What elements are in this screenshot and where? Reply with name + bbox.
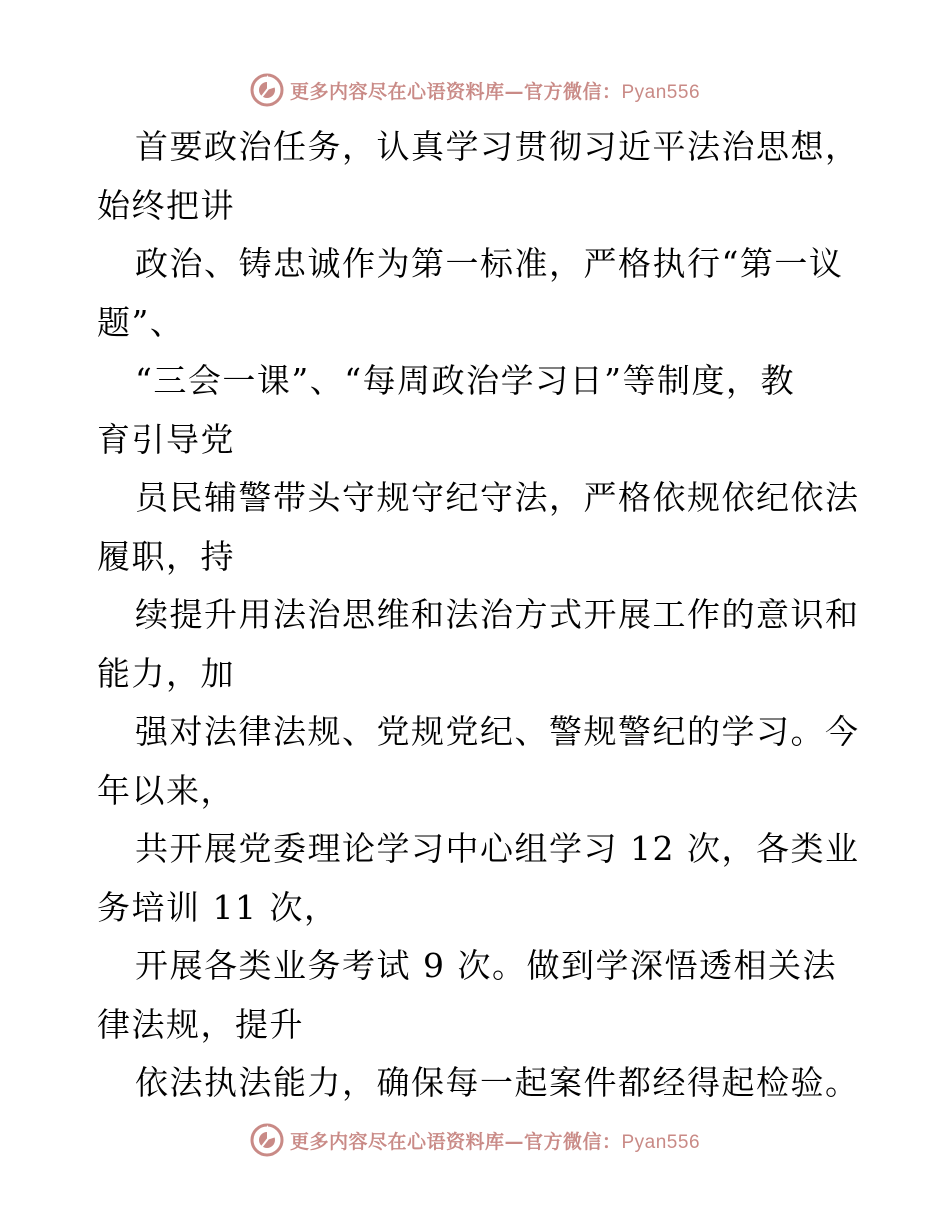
footer-watermark: [0, 1120, 950, 1160]
text-line: 共开展党委理论学习中心组学习 12 次，各类业: [135, 829, 860, 868]
logo-icon: [250, 73, 284, 107]
text-line: 依法执法能力，确保每一起案件都经得起检验。: [135, 1063, 860, 1102]
watermark-text: 更多内容尽在心语资料库—官方微信：Pyan556: [289, 80, 701, 103]
text-line: 首要政治任务，认真学习贯彻习近平法治思想，: [135, 127, 860, 166]
text-line: 律法规，提升: [97, 1004, 304, 1044]
text-line: 务培训 11 次，: [97, 887, 339, 927]
text-line: 强对法律法规、党规党纪、警规警纪的学习。今: [135, 712, 860, 751]
header-watermark: [0, 70, 950, 110]
text-line: 政治、铸忠诚作为第一标准，严格执行“第一议: [135, 244, 844, 283]
text-line: 题”、: [97, 302, 185, 342]
text-line: 续提升用法治思维和法治方式开展工作的意识和: [135, 595, 860, 634]
text-line: 始终把讲: [97, 185, 235, 225]
watermark-text: 更多内容尽在心语资料库—官方微信：Pyan556: [289, 1130, 701, 1153]
text-line: 开展各类业务考试 9 次。做到学深悟透相关法: [135, 946, 837, 985]
text-line: 员民辅警带头守规守纪守法，严格依规依纪依法: [135, 478, 860, 517]
logo-icon: [250, 1123, 284, 1157]
text-line: 年以来，: [97, 770, 235, 810]
text-line: “三会一课”、“每周政治学习日”等制度，教: [135, 361, 795, 400]
text-line: 育引导党: [97, 419, 235, 459]
document-body: [97, 118, 860, 1113]
text-line: 能力，加: [97, 653, 235, 693]
text-line: 履职，持: [97, 536, 235, 576]
